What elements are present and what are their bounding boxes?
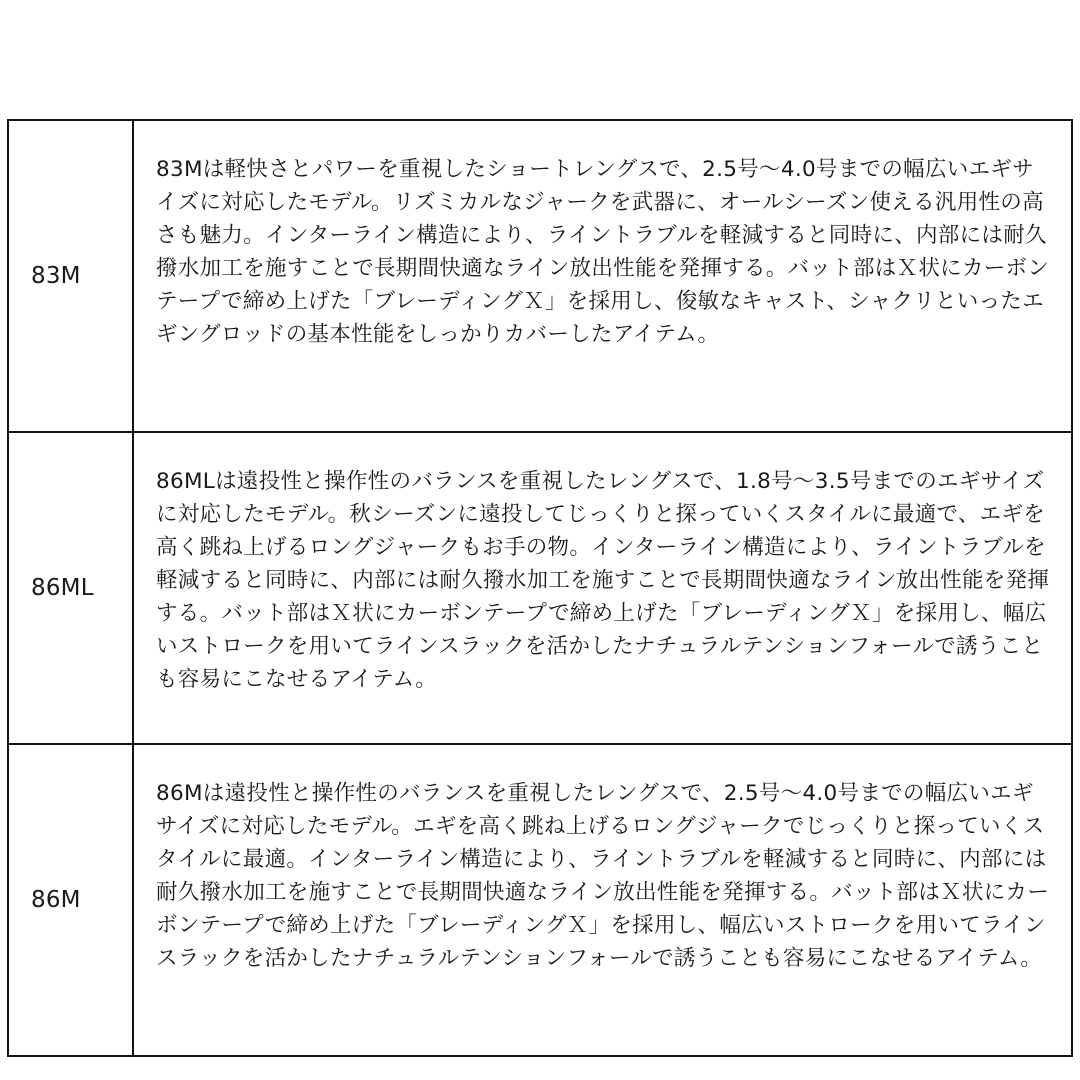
spec-table <box>7 119 1073 1057</box>
model-description-cell: 83Mは軽快さとパワーを重視したショートレングスで、2.5号〜4.0号までの幅広いエギサイズに対応したモデル。リズミカルなジャークを武器に、オールシーズン使える汎用性の高さも魅力。インターライン構造により、ライントラブルを軽減すると同時に、内部には耐久撥水加工を施すことで長期間快適なライン放出性能を発揮する。バット部はＸ状にカーボンテープで締め上げた「ブレーディングＸ」を採用し、俊敏なキャスト、シャクリといったエギングロッドの基本性能をしっかりカバーしたアイテム。 <box>133 120 1072 432</box>
model-name-cell: 83M <box>8 120 133 432</box>
model-name-cell: 86ML <box>8 432 133 744</box>
table-row <box>8 744 1072 1056</box>
table-row <box>8 120 1072 432</box>
table-row <box>8 432 1072 744</box>
model-name-cell: 86M <box>8 744 133 1056</box>
model-description-cell: 86Mは遠投性と操作性のバランスを重視したレングスで、2.5号〜4.0号までの幅広いエギサイズに対応したモデル。エギを高く跳ね上げるロングジャークでじっくりと探っていくスタイルに最適。インターライン構造により、ライントラブルを軽減すると同時に、内部には耐久撥水加工を施すことで長期間快適なライン放出性能を発揮する。バット部はＸ状にカーボンテープで締め上げた「ブレーディングＸ」を採用し、幅広いストロークを用いてラインスラックを活かしたナチュラルテンションフォールで誘うことも容易にこなせるアイテム。 <box>133 744 1072 1056</box>
model-description-cell: 86MLは遠投性と操作性のバランスを重視したレングスで、1.8号〜3.5号までのエギサイズに対応したモデル。秋シーズンに遠投してじっくりと探っていくスタイルに最適で、エギを高く跳ね上げるロングジャークもお手の物。インターライン構造により、ライントラブルを軽減すると同時に、内部には耐久撥水加工を施すことで長期間快適なライン放出性能を発揮する。バット部はＸ状にカーボンテープで締め上げた「ブレーディングＸ」を採用し、幅広いストロークを用いてラインスラックを活かしたナチュラルテンションフォールで誘うことも容易にこなせるアイテム。 <box>133 432 1072 744</box>
